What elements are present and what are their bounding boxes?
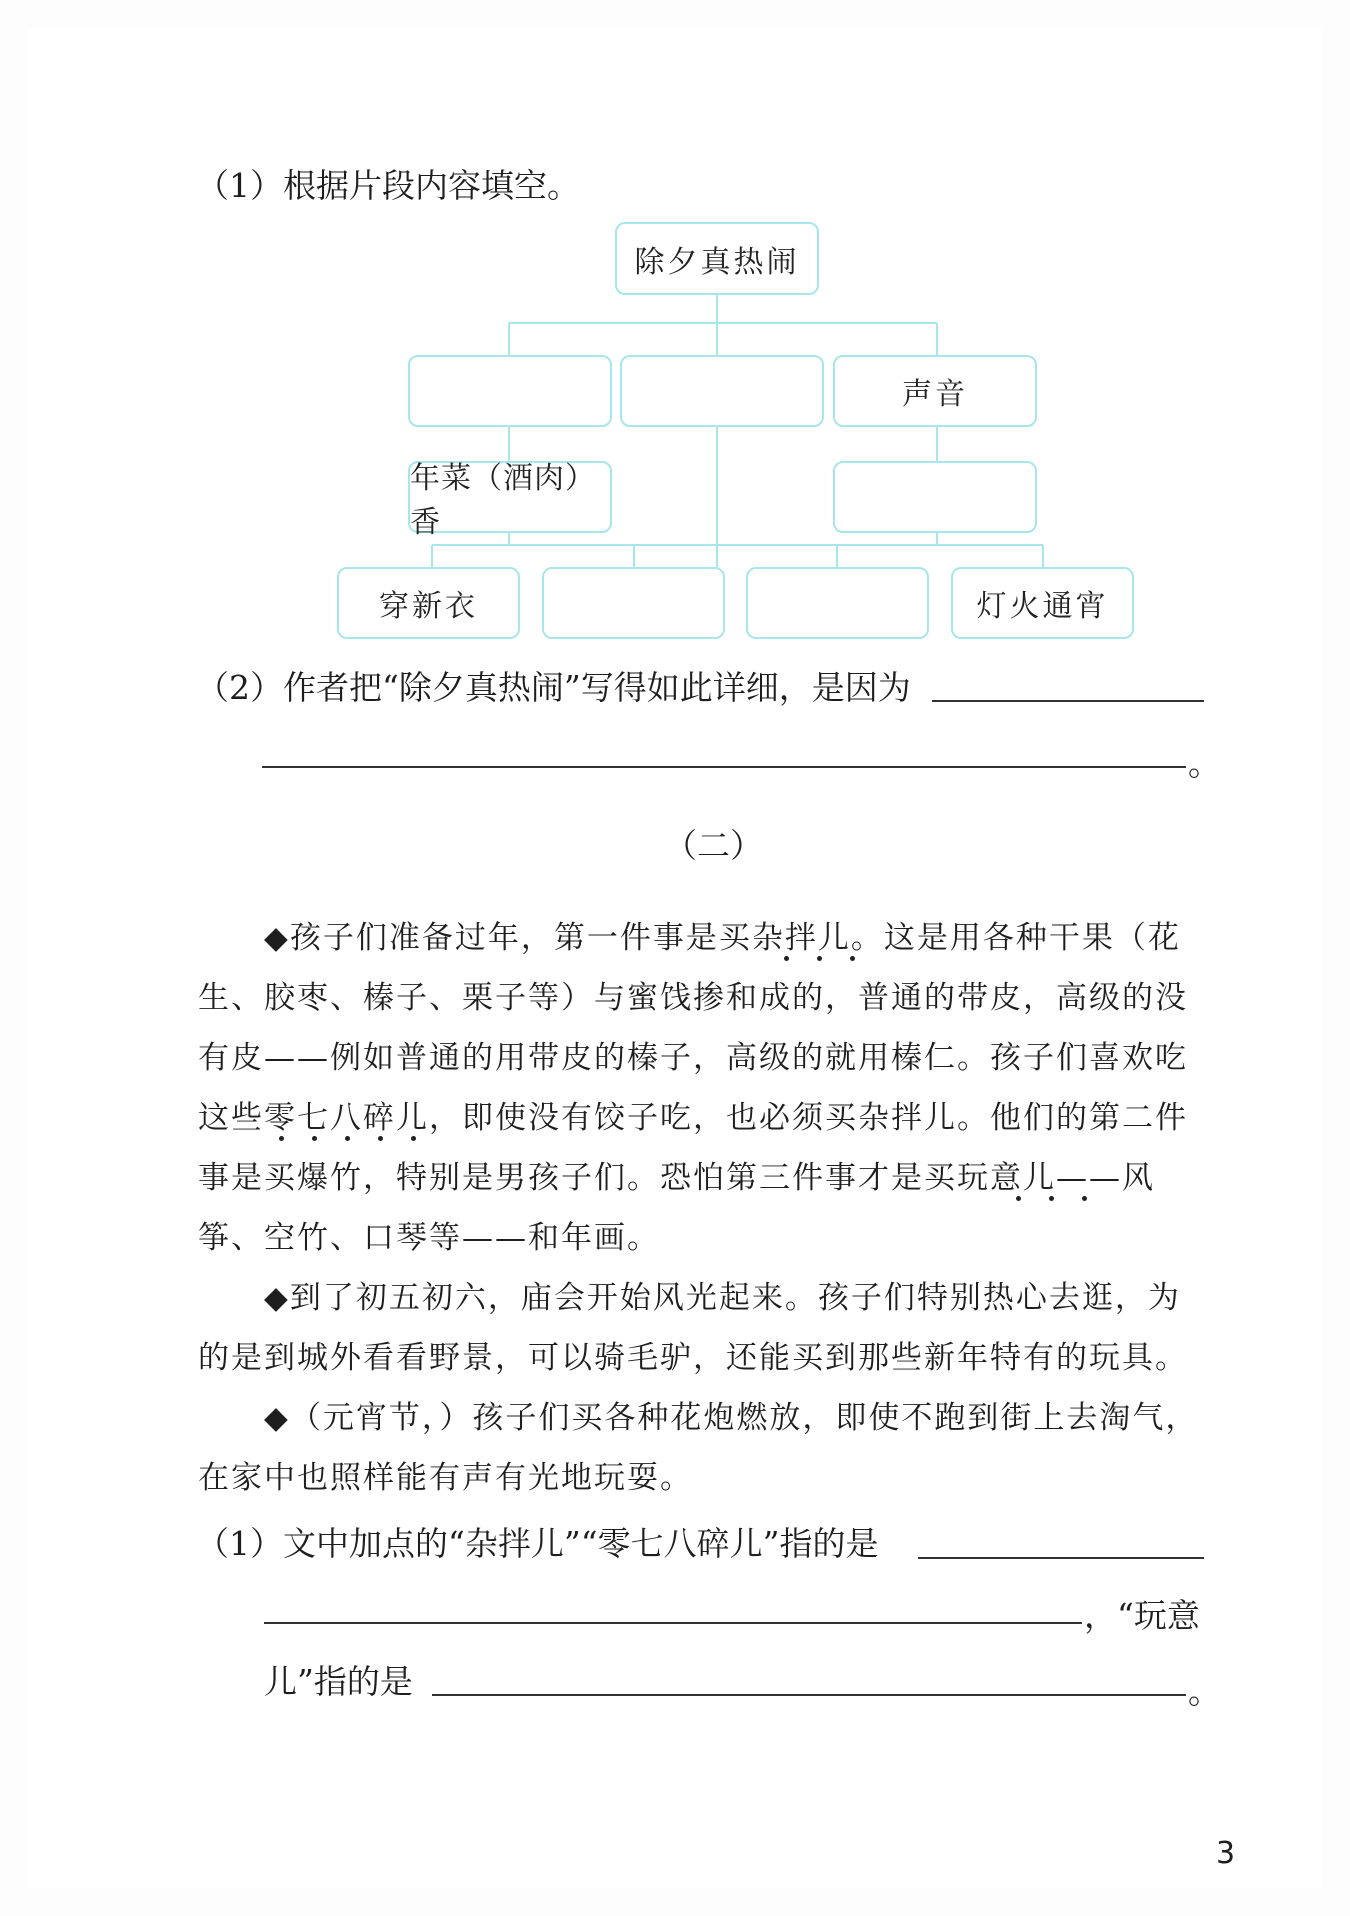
diagram-level2-box-1: 年菜（酒肉）香	[408, 461, 612, 533]
emphasis-dot	[279, 1136, 284, 1141]
diagram-root-box: 除夕真热闹	[615, 222, 819, 295]
question-1-2: （2）作者把“除夕真热闹”写得如此详细，是因为	[196, 668, 911, 707]
diagram-level1-box-3: 声音	[833, 355, 1037, 427]
diagram-level3-box-2	[542, 567, 725, 639]
emphasis-dot	[1082, 1196, 1087, 1201]
diagram-level1-box-1	[408, 355, 612, 427]
diagram-level3-box-4: 灯火通宵	[951, 567, 1134, 639]
diagram-level3-box-3	[746, 567, 929, 639]
emphasis-dot	[1016, 1196, 1021, 1201]
paragraph-line: 筝、空竹、口琴等——和年画。	[198, 1220, 660, 1256]
answer-blank[interactable]	[262, 766, 1186, 768]
emphasis-dot	[312, 1136, 317, 1141]
emphasis-dot	[411, 1136, 416, 1141]
question-2-1-continuation: ，“玩意	[1084, 1596, 1200, 1635]
paragraph-line: 这些零七八碎儿，即使没有饺子吃，也必须买杂拌儿。他们的第二件	[198, 1100, 1188, 1136]
end-mark: 。	[1188, 1672, 1221, 1711]
paragraph-line: 有皮——例如普通的用带皮的榛子，高级的就用榛仁。孩子们喜欢吃	[198, 1040, 1188, 1076]
diagram-level1-box-2	[620, 355, 824, 427]
paragraph-line: 的是到城外看看野景，可以骑毛驴，还能买到那些新年特有的玩具。	[198, 1340, 1188, 1376]
paragraph-line: 在家中也照样能有声有光地玩耍。	[198, 1460, 693, 1496]
answer-blank[interactable]	[264, 1622, 1082, 1624]
emphasis-dot	[817, 956, 822, 961]
section-heading: （二）	[664, 826, 763, 865]
end-mark: 。	[1188, 744, 1221, 783]
paragraph-line: 生、胶枣、榛子、栗子等）与蜜饯掺和成的，普通的带皮，高级的没	[198, 980, 1188, 1016]
question-2-1-tail: 儿”指的是	[264, 1662, 413, 1701]
paragraph-line: 事是买爆竹，特别是男孩子们。恐怕第三件事才是买玩意儿——风	[198, 1160, 1155, 1196]
paragraph-line: ◆孩子们准备过年，第一件事是买杂拌儿。这是用各种干果（花	[264, 920, 1181, 956]
emphasis-dot	[345, 1136, 350, 1141]
page-number: 3	[1216, 1836, 1236, 1871]
emphasis-dot	[784, 956, 789, 961]
emphasis-dot	[1049, 1196, 1054, 1201]
paragraph-line: ◆到了初五初六，庙会开始风光起来。孩子们特别热心去逛，为	[264, 1280, 1181, 1316]
question-2-1: （1）文中加点的“杂拌儿”“零七八碎儿”指的是	[196, 1524, 879, 1563]
answer-blank[interactable]	[932, 700, 1204, 702]
paragraph-line: ◆（元宵节，）孩子们买各种花炮燃放，即使不跑到街上去淘气，	[264, 1400, 1199, 1436]
question-1-1: （1）根据片段内容填空。	[196, 166, 580, 205]
emphasis-dot	[850, 956, 855, 961]
diagram-level3-box-1: 穿新衣	[337, 567, 520, 639]
answer-blank[interactable]	[432, 1694, 1186, 1696]
answer-blank[interactable]	[918, 1557, 1204, 1559]
emphasis-dot	[378, 1136, 383, 1141]
diagram-level2-box-2	[833, 461, 1037, 533]
